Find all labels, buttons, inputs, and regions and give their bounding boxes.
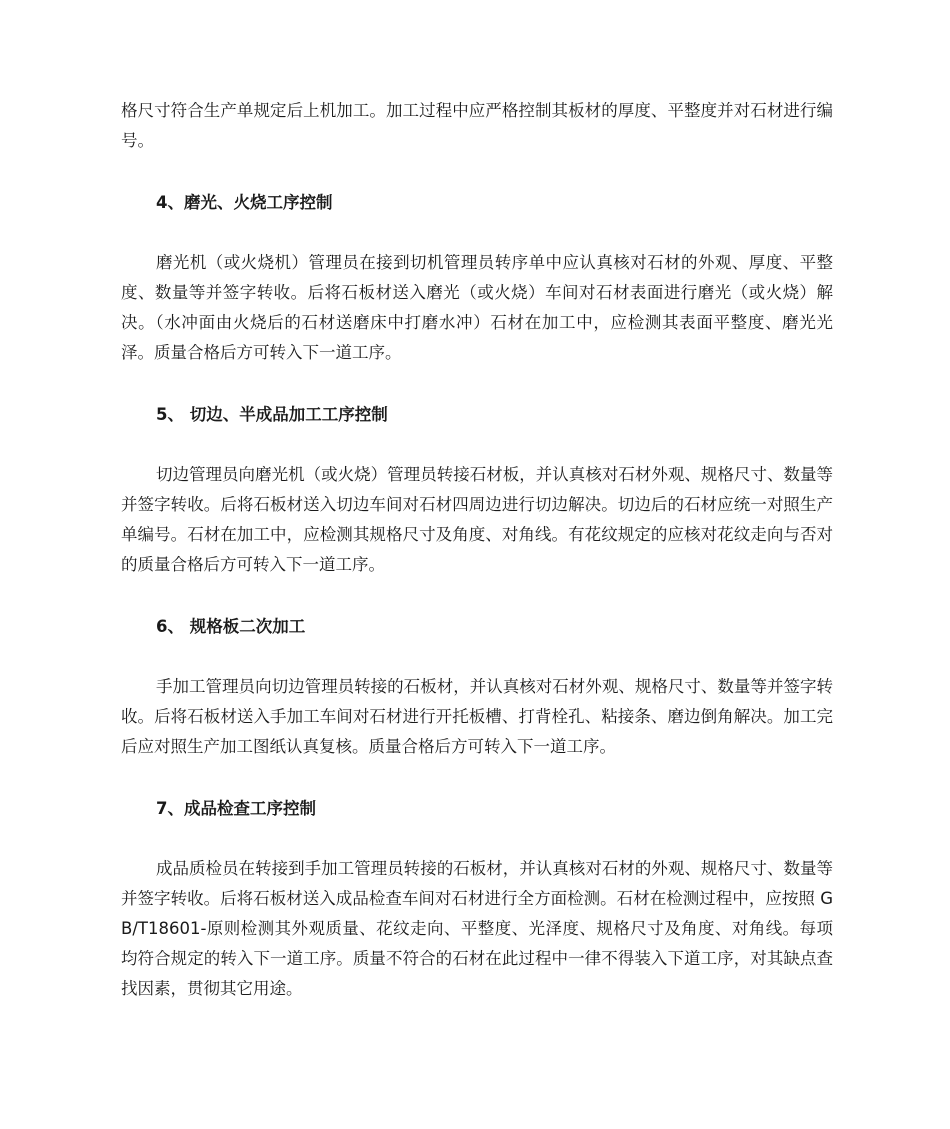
section-heading-7: 7、成品检查工序控制 [156, 799, 316, 818]
section-heading-6: 6、 规格板二次加工 [156, 617, 306, 636]
section-body-5: 切边管理员向磨光机（或火烧）管理员转接石材板，并认真核对石材外观、规格尺寸、数量等并签字转收。后将石板材送入切边车间对石材四周边进行切边解决。切边后的石材应统一对照生产单编号。石材在加工中，应检测其规格尺寸及角度、对角线。有花纹规定的应核对花纹走向与否对的质量合格后方可转入下一道工序。 [121, 465, 833, 574]
section-heading-4: 4、磨光、火烧工序控制 [156, 193, 333, 212]
intro-paragraph: 格尺寸符合生产单规定后上机加工。加工过程中应严格控制其板材的厚度、平整度并对石材进行编号。 [121, 101, 833, 150]
section-body-6: 手加工管理员向切边管理员转接的石板材，并认真核对石材外观、规格尺寸、数量等并签字转收。后将石板材送入手加工车间对石材进行开托板槽、打背栓孔、粘接条、磨边倒角解决。加工完后应对照生产加工图纸认真复核。质量合格后方可转入下一道工序。 [121, 677, 833, 756]
section-body-7: 成品质检员在转接到手加工管理员转接的石板材，并认真核对石材的外观、规格尺寸、数量等并签字转收。后将石板材送入成品检查车间对石材进行全方面检测。石材在检测过程中，应按照 GB/T18601-原则检测其外观质量、花纹走向、平整度、光泽度、规格尺寸及角度、对角线。每项均符合规定的转入下一道工序。质量不符合的石材在此过程中一律不得装入下道工序，对其缺点查找因素，贯彻其它用途。 [121, 859, 833, 998]
section-heading-5: 5、 切边、半成品加工工序控制 [156, 405, 388, 424]
document-body [121, 96, 833, 1004]
section-body-4: 磨光机（或火烧机）管理员在接到切机管理员转序单中应认真核对石材的外观、厚度、平整度、数量等并签字转收。后将石板材送入磨光（或火烧）车间对石材表面进行磨光（或火烧）解决。（水冲面由火烧后的石材送磨床中打磨水冲）石材在加工中，应检测其表面平整度、磨光光泽。质量合格后方可转入下一道工序。 [121, 253, 833, 362]
